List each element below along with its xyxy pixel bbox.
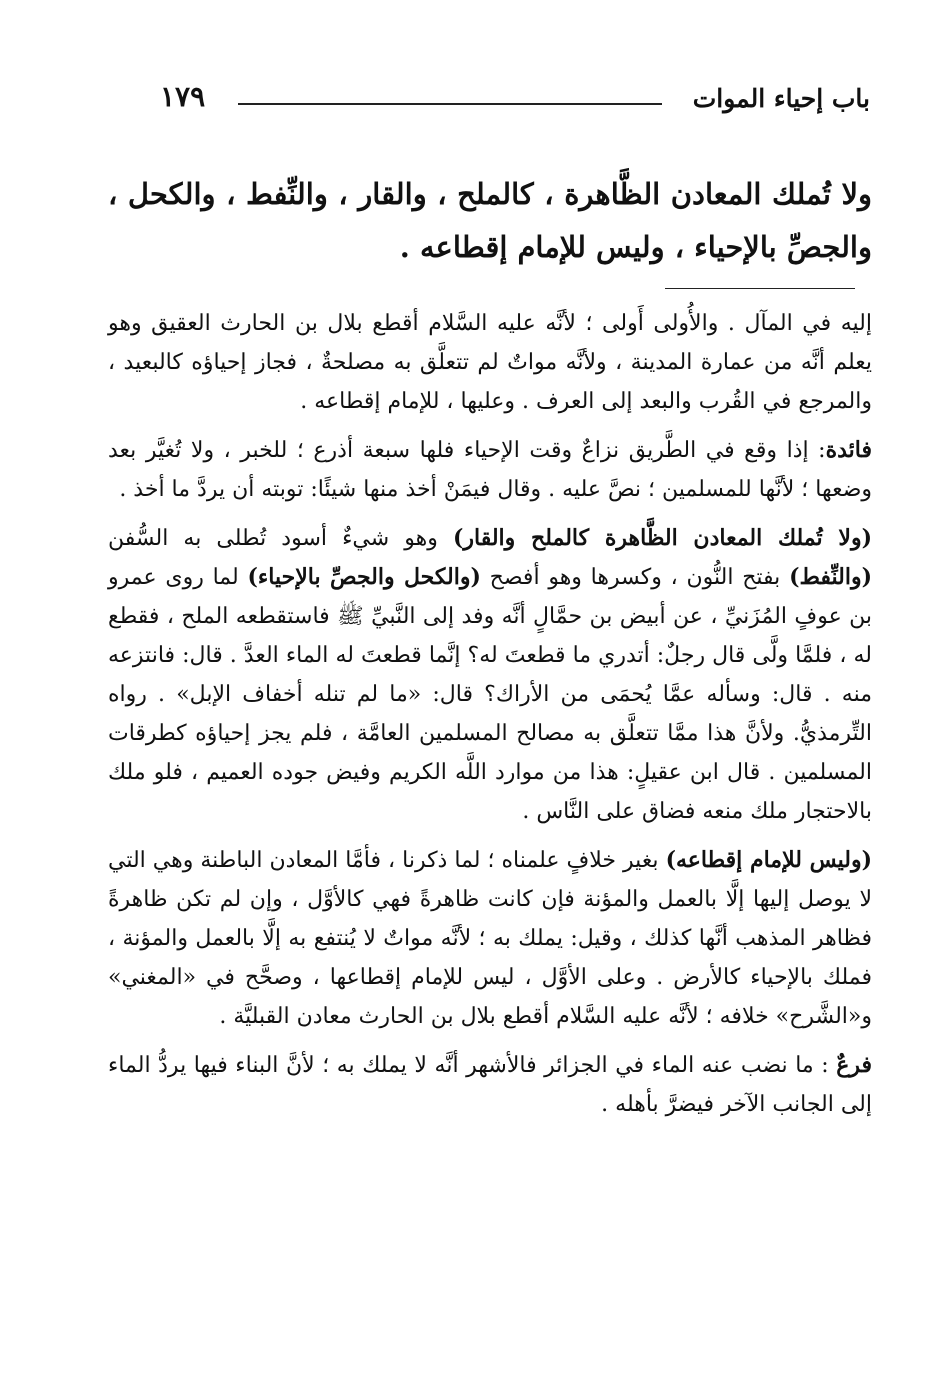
sharh-paragraph-2 [108,431,872,509]
sharh-paragraph-1: إليه في المآل . والأُولى أَولى ؛ لأنَّه عليه السَّلام أقطع بلال بن الحارث العقيق وهو يعلم أنَّه من عمارة المدينة ، ولأنَّه مواتٌ لم تتعلَّق به مصلحةٌ ، فجاز إحياؤه كالبعيد ، والمرجع في القُرب والبعد إلى العرف . وعليها ، للإمام إقطاعه . [108,311,872,414]
chapter-title: باب إحياء الموات [692,84,870,113]
commentary-text: لما روى عمرو بن عوفٍ المُزَنيِّ ، عن أبيض بن حمَّالٍ أنَّه وفد إلى النَّبيِّ ﷺ فاستقطعه الملح ، فقطع له ، فلمَّا ولَّى قال رجلٌ: أتدري ما قطعتَ له؟ إنَّما قطعتَ له الماء العدَّ . قال: فانتزعه منه . قال: وسأله عمَّا يُحمَى من الأراك؟ قال: «ما لم تنله أخفاف الإبل» . رواه التِّرمذيُّ. ولأنَّ هذا ممَّا تتعلَّق به مصالح المسلمين العامَّة ، فلم يجز إحياؤه كطرقات المسلمين . قال ابن عقيلٍ: هذا من موارد اللَّه الكريم وفيض جوده العميم ، فلو ملك بالاحتجار ملك منعه فضاق على النَّاس . [108,565,872,824]
running-header [160,80,870,120]
fa-ida-text: : إذا وقع في الطَّريق نزاعٌ وقت الإحياء فلها سبعة أذرع ؛ للخبر ، ولا تُغيَّر بعد وضعها ؛ لأنَّها للمسلمين ؛ نصَّ عليه . وقال فيمَنْ أخذ منها شيئًا: توبته أن يردَّ ما أخذ . [108,438,872,502]
commentary-text: بفتح النُّون ، وكسرها وهو أفصح [480,565,790,590]
page-number: ١٧٩ [160,80,206,113]
sharh-paragraph-3 [108,519,872,831]
matn-quote-kohl: (والكحل والجصِّ بالإحياء) [247,564,481,590]
sharh-paragraph-4 [108,841,872,1036]
matn-text: ولا تُملك المعادن الظَّاهرة ، كالملح ، والقار ، والنِّفط ، والكحل ، والجصِّ بالإحياء ، وليس للإمام إقطاعه . [108,177,872,264]
commentary-text: وهو شيءٌ أسود تُطلى به السُّفن [108,526,453,551]
sharh-paragraph-5 [108,1046,872,1124]
matn-quote-minerals: (ولا تُملك المعادن الظَّاهرة كالملح والقار) [452,525,872,551]
far-label: فرعٌ [836,1052,872,1078]
far-text: : ما نضب عنه الماء في الجزائر فالأشهر أنَّه لا يملك به ؛ لأنَّ البناء فيها يردُّ الماء إلى الجانب الآخر فيضرَّ بأهله . [108,1053,872,1117]
commentary-text: بغير خلافٍ علمناه ؛ لما ذكرنا ، فأمَّا المعادن الباطنة وهي التي لا يوصل إليها إلَّا بالعمل والمؤنة فإن كانت ظاهرةً فهي كالأوَّل ، وإن لم تكن ظاهرةً فظاهر المذهب أنَّها كذلك ، وقيل: يملك به ؛ لأنَّه مواتٌ لا يُنتفع به إلَّا بالعمل والمؤنة ، فملك بالإحياء كالأرض . وعلى الأوَّل ، ليس للإمام إقطاعها ، وصحَّح في «المغني» و«الشَّرح» خلافه ؛ لأنَّه عليه السَّلام أقطع بلال بن الحارث معادن القبليَّة . [108,848,872,1029]
sharh-commentary [108,304,872,1134]
footnote-separator [665,288,855,289]
matn-quote-iqta: (وليس للإمام إقطاعه) [665,847,872,873]
header-rule [238,103,662,105]
matn-quote-naft: (والنِّفط) [789,564,872,590]
fa-ida-label: فائدة [825,437,872,463]
